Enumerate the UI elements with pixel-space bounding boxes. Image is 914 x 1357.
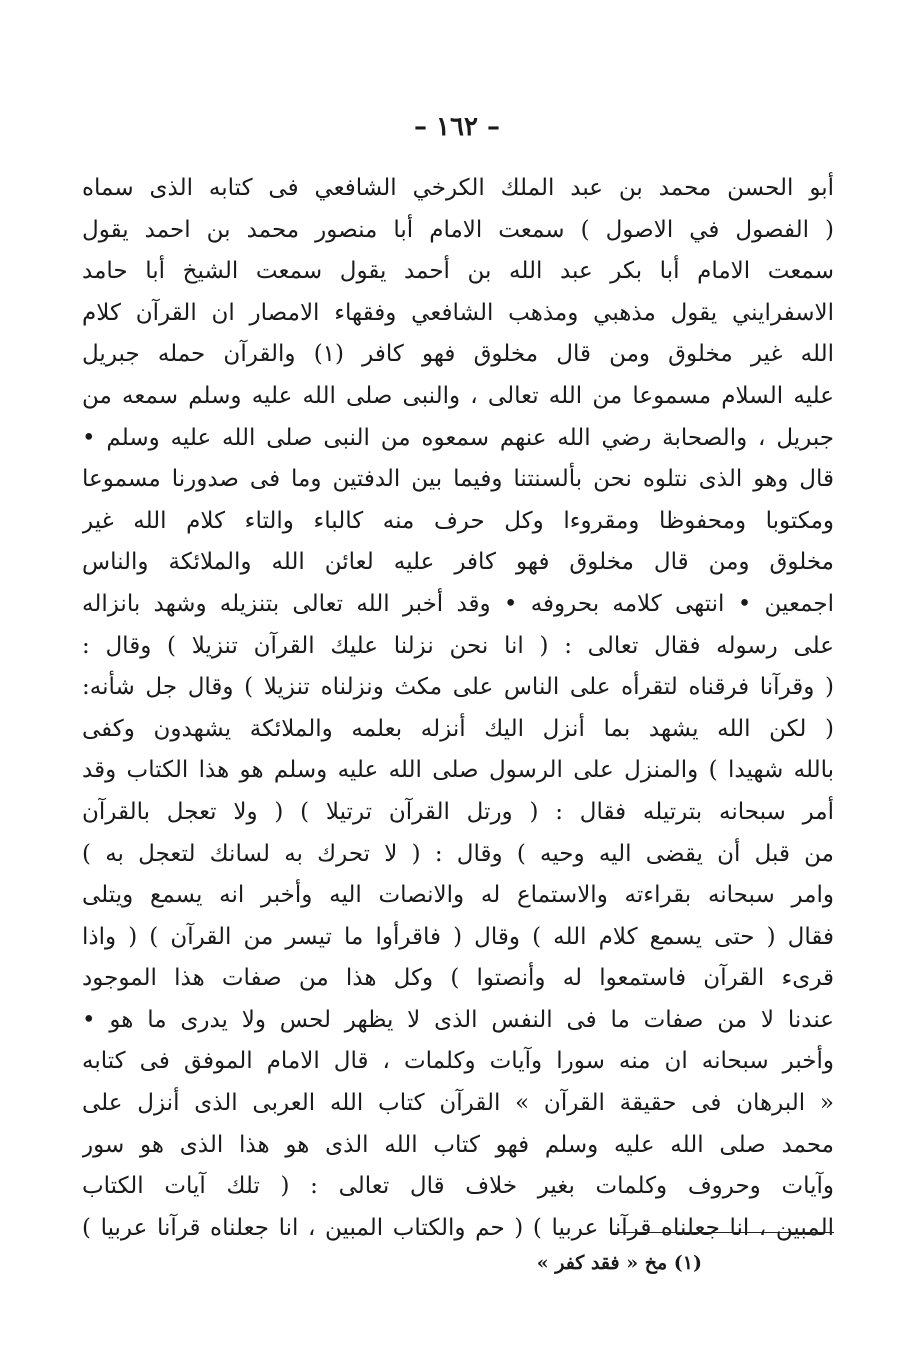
text-line: « البرهان فى حقيقة القرآن » القرآن كتاب الله العربى الذى أنزل على <box>82 1090 834 1117</box>
text-line: أمر سبحانه بترتيله فقال : ( ورتل القرآن ترتيلا ) ( ولا تعجل بالقرآن <box>82 798 834 825</box>
text-line: عندنا لا من صفات ما فى النفس الذى لا يظهر لحس ولا يدرى ما هو • <box>82 1006 834 1033</box>
text-line: اجمعين • انتهى كلامه بحروفه • وقد أخبر الله تعالى بتنزيله وشهد بانزاله <box>82 590 834 617</box>
text-line: ( الفصول في الاصول ) سمعت الامام أبا منصور محمد بن احمد يقول <box>82 216 834 243</box>
text-line: ومكتوبا ومحفوظا ومقروءا وكل حرف منه كالباء والتاء كلام الله غير <box>82 507 834 534</box>
text-line: وأخبر سبحانه ان منه سورا وآيات وكلمات ، قال الامام الموفق فى كتابه <box>82 1048 834 1075</box>
main-text <box>82 168 834 1249</box>
text-line: على رسوله فقال تعالى : ( انا نحن نزلنا عليك القرآن تنزيلا ) وقال : <box>82 632 834 659</box>
footnote-divider <box>612 1232 834 1233</box>
text-line: المبين ، انا جعلناه قرآنا عربيا ) ( حم والكتاب المبين ، انا جعلناه قرآنا عربيا ) <box>82 1214 834 1241</box>
text-line: سمعت الامام أبا بكر عبد الله بن أحمد يقول سمعت الشيخ أبا حامد <box>82 258 834 285</box>
text-line: جبريل ، والصحابة رضي الله عنهم سمعوه من النبى صلى الله عليه وسلم • <box>82 424 834 451</box>
text-line: الله غير مخلوق ومن قال مخلوق فهو كافر (١) والقرآن حمله جبريل <box>82 341 834 368</box>
footnote: (١) مخ « فقد كفر » <box>536 1252 702 1274</box>
page-number: – ١٦٢ – <box>413 112 501 142</box>
text-line: فقال ( حتى يسمع كلام الله ) وقال ( فاقرأوا ما تيسر من القرآن ) ( واذا <box>82 923 834 950</box>
text-line: وآيات وحروف وكلمات بغير خلاف قال تعالى : ( تلك آيات الكتاب <box>82 1173 834 1200</box>
text-line: الاسفرايني يقول مذهبي ومذهب الشافعي وفقهاء الامصار ان القرآن كلام <box>82 299 834 326</box>
text-line: وامر سبحانه بقراءته والاستماع له والانصات اليه وأخبر انه يسمع ويتلى <box>82 882 834 909</box>
text-line: قرىء القرآن فاستمعوا له وأنصتوا ) وكل هذا من صفات هذا الموجود <box>82 965 834 992</box>
text-line: مخلوق ومن قال مخلوق فهو كافر عليه لعائن الله والملائكة والناس <box>82 549 834 576</box>
text-line: أبو الحسن محمد بن عبد الملك الكرخي الشافعي فى كتابه الذى سماه <box>82 175 834 201</box>
text-line: ( لكن الله يشهد بما أنزل اليك أنزله بعلمه والملائكة يشهدون وكفى <box>82 715 834 742</box>
text-line: قال وهو الذى نتلوه نحن بألسنتنا وفيما بين الدفتين وما فى صدورنا مسموعا <box>82 466 834 493</box>
text-line: ( وقرآنا فرقناه لتقرأه على الناس على مكث ونزلناه تنزيلا ) وقال جل شأنه: <box>82 674 834 701</box>
text-line: عليه السلام مسموعا من الله تعالى ، والنبى صلى الله عليه وسلم سمعه من <box>82 382 834 409</box>
text-line: محمد صلى الله عليه وسلم فهو كتاب الله الذى هو هذا الذى هو سور <box>82 1131 834 1158</box>
text-line: بالله شهيدا ) والمنزل على الرسول صلى الله عليه وسلم هو هذا الكتاب وقد <box>82 757 834 784</box>
text-line: من قبل أن يقضى اليه وحيه ) وقال : ( لا تحرك به لسانك لتعجل به ) <box>82 840 834 867</box>
